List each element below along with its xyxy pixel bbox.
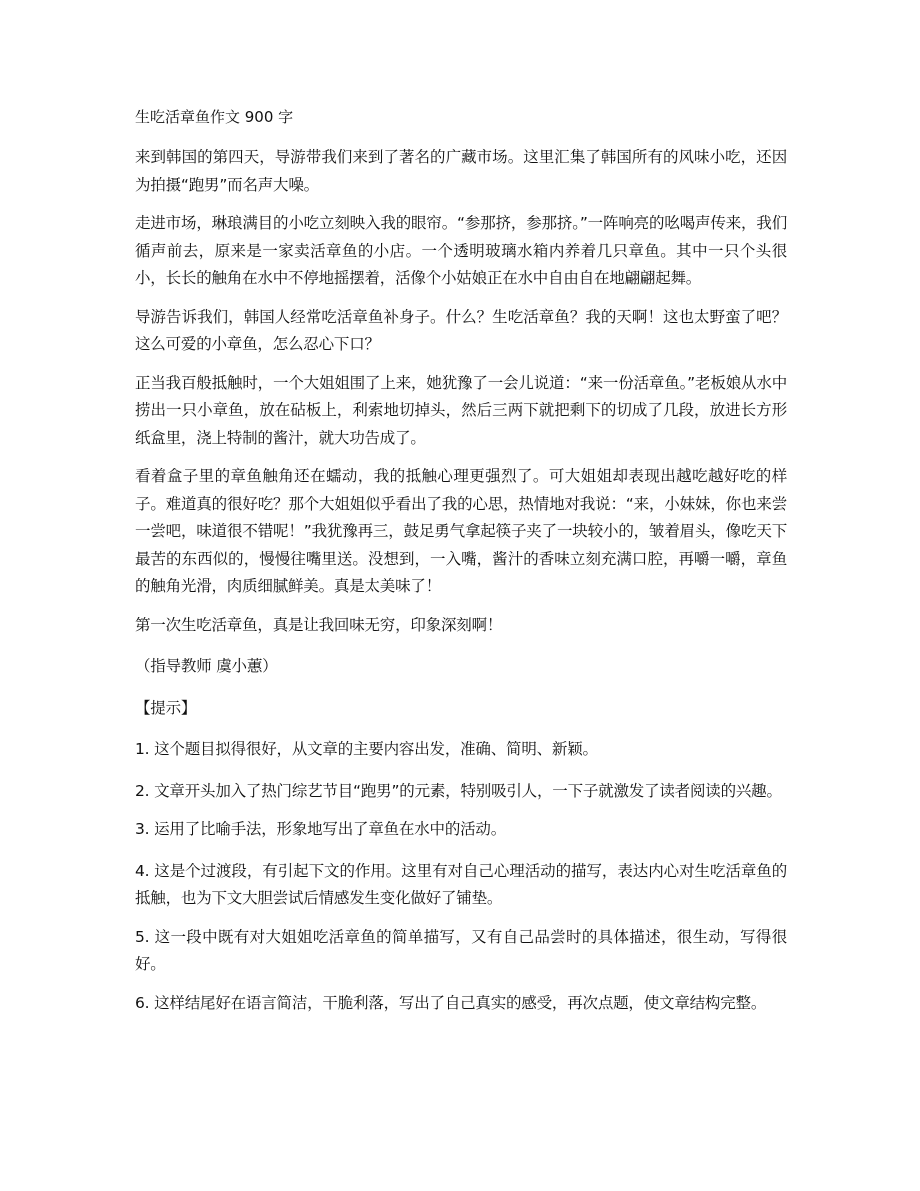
- tip-item-1: 1. 这个题目拟得很好，从文章的主要内容出发，准确、简明、新颖。: [135, 740, 598, 758]
- paragraph-order: 正当我百般抵触时，一个大姐姐围了上来，她犹豫了一会儿说道：“来一份活章鱼。”老板娘从水中捞出一只小章鱼，放在砧板上，利索地切掉头，然后三两下就把剩下的切成了几段，放进长方形纸盒里，浇上特制的酱汁，就大功告成了。: [135, 373, 787, 447]
- tip-item-6: 6. 这样结尾好在语言简洁，干脆利落，写出了自己真实的感受，再次点题，使文章结构完整。: [135, 993, 767, 1012]
- tip-item-4: 4. 这是个过渡段，有引起下文的作用。这里有对自己心理活动的描写，表达内心对生吃活章鱼的抵触，也为下文大胆尝试后情感发生变化做好了铺垫。: [135, 861, 787, 907]
- paragraph-guide: 导游告诉我们，韩国人经常吃活章鱼补身子。什么？生吃活章鱼？我的天啊！这也太野蛮了吧？这么可爱的小章鱼，怎么忍心下口？: [135, 307, 787, 353]
- paragraph-intro: 来到韩国的第四天，导游带我们来到了著名的广藏市场。这里汇集了韩国所有的风味小吃，还因为拍摄“跑男”而名声大噪。: [135, 148, 787, 194]
- tip-item-5: 5. 这一段中既有对大姐姐吃活章鱼的简单描写，又有自己品尝时的具体描述，很生动，写得很好。: [135, 927, 787, 973]
- tip-item-3: 3. 运用了比喻手法，形象地写出了章鱼在水中的活动。: [135, 820, 507, 838]
- paragraph-market: 走进市场，琳琅满目的小吃立刻映入我的眼帘。“参那挤，参那挤。”一阵响亮的吆喝声传来，我们循声前去，原来是一家卖活章鱼的小店。一个透明玻璃水箱内养着几只章鱼。其中一只个头很小，长长的触角在水中不停地摇摆着，活像个小姑娘正在水中自由自在地翩翩起舞。: [135, 214, 787, 287]
- tip-item-2: 2. 文章开头加入了热门综艺节目“跑男”的元素，特别吸引人，一下子就激发了读者阅读的兴趣。: [135, 781, 782, 800]
- essay-title: 生吃活章鱼作文 900 字: [135, 108, 294, 126]
- document-page: [135, 104, 787, 1031]
- paragraph-ending: 第一次生吃活章鱼，真是让我回味无穷，印象深刻啊！: [135, 615, 503, 634]
- paragraph-tasting: 看着盒子里的章鱼触角还在蠕动，我的抵触心理更强烈了。可大姐姐却表现出越吃越好吃的样子。难道真的很好吃？那个大姐姐似乎看出了我的心思，热情地对我说：“来，小妹妹，你也来尝一尝吧，味道很不错呢！”我犹豫再三，鼓足勇气拿起筷子夹了一块较小的，皱着眉头，像吃天下最苦的东西似的，慢慢往嘴里送。没想到，一入嘴，酱汁的香味立刻充满口腔，再嚼一嚼，章鱼的触角光滑，肉质细腻鲜美。真是太美味了！: [135, 467, 787, 595]
- teacher-credit: （指导教师 虞小蕙）: [135, 657, 278, 675]
- tips-heading: 【提示】: [135, 698, 197, 717]
